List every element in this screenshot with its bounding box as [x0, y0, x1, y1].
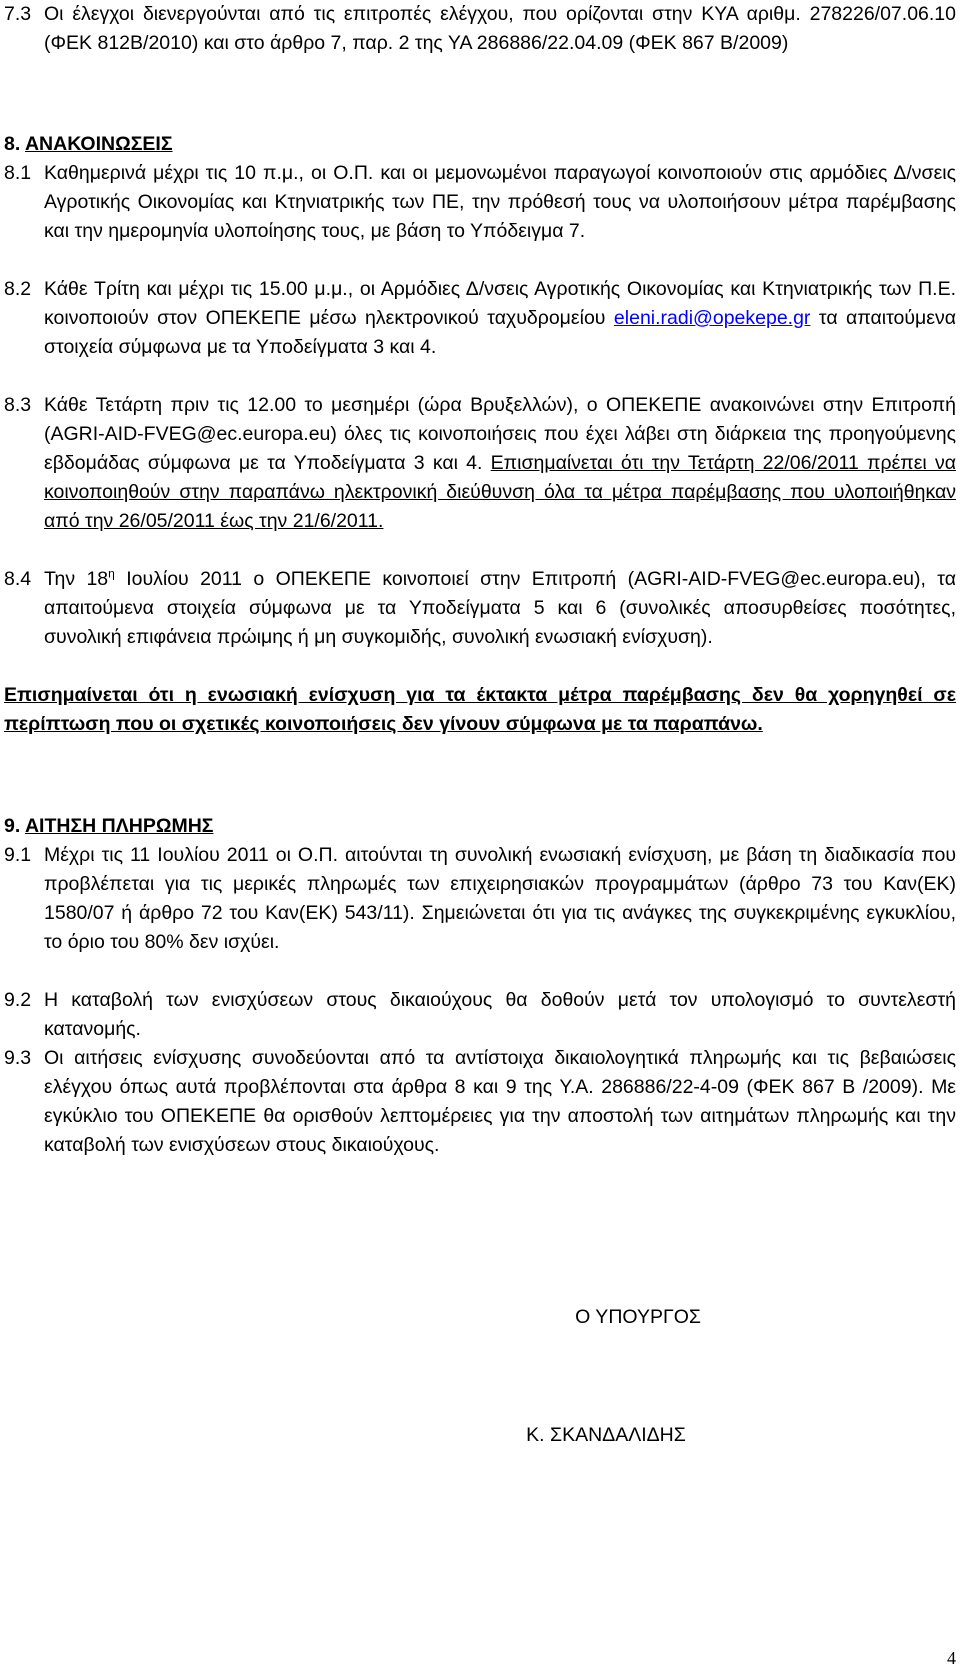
section-9-heading — [4, 812, 214, 841]
paragraph-8-2 — [4, 275, 956, 362]
paragraph-text — [44, 275, 956, 362]
paragraph-text — [44, 565, 956, 652]
paragraph-text: Καθημερινά μέχρι τις 10 π.μ., οι Ο.Π. και οι μεμονωμένοι παραγωγοί κοινοποιούν στις αρμόδιες Δ/νσεις Αγροτικής Οικονομίας και Κτηνιατρικής των ΠΕ, την πρόθεσή τους να υλοποιήσουν μέτρα παρέμβασης και την ημερομηνία υλοποίησης τους, με βάση το Υπόδειγμα 7. — [44, 162, 956, 242]
paragraph-text: Η καταβολή των ενισχύσεων στους δικαιούχους θα δοθούν μετά τον υπολογισμό το συντελεστή κατανομής. — [44, 989, 956, 1040]
item-number: 7.3 — [4, 3, 32, 25]
signature-role: Ο ΥΠΟΥΡΓΟΣ — [575, 1306, 701, 1328]
text-part-a: Την 18 — [44, 568, 109, 590]
item-number: 8.1 — [4, 162, 32, 184]
text-part: Κάθε Τετάρτη πριν τις 12.00 το μεσημέρι (ώρα Βρυξελλών), ο ΟΠΕΚΕΠΕ ανακοινώνει στην Επιτροπή (AGRI-AID-FVEG@ec.europa.eu) όλες τις κοινοποιήσεις που έχει λάβει στη διάρκεια της προηγούμενης εβδομάδας σύμφωνα με τα Υποδείγματα 3 και 4. — [44, 394, 956, 474]
section-title: ΑΙΤΗΣΗ ΠΛΗΡΩΜΗΣ — [24, 815, 214, 837]
text-part-b: Ιουλίου 2011 ο ΟΠΕΚΕΠΕ κοινοποιεί στην Επιτροπή (AGRI-AID-FVEG@ec.europa.eu), τα απαιτούμενα στοιχεία σύμφωνα με τα Υποδείγματα 5 και 6 (συνολικές αποσυρθείσες ποσότητες, συνολική επιφάνεια πρώιμης ή μη συγκομιδής, συνολική ενωσιακή ενίσχυση). — [44, 568, 956, 648]
paragraph-9-3 — [4, 1044, 956, 1160]
paragraph-text: Οι έλεγχοι διενεργούνται από τις επιτροπές ελέγχου, που ορίζονται στην ΚΥΑ αριθμ. 278226/07.06.10 (ΦΕΚ 812Β/2010) και στο άρθρο 7, παρ. 2 της ΥΑ 286886/22.04.09 (ΦΕΚ 867 Β/2009) — [44, 3, 956, 54]
page-number: 4 — [947, 1648, 956, 1668]
item-number: 9.3 — [4, 1047, 32, 1069]
section-title: ΑΝΑΚΟΙΝΩΣΕΙΣ — [24, 133, 173, 155]
signature-name: Κ. ΣΚΑΝΔΑΛΙΔΗΣ — [526, 1424, 686, 1446]
item-number: 8.2 — [4, 278, 32, 300]
text-part-b: τα απαιτούμενα στοιχεία σύμφωνα με τα Υποδείγματα 3 και 4. — [44, 307, 956, 358]
paragraph-8-3 — [4, 391, 956, 536]
item-number: 8.3 — [4, 394, 32, 416]
item-number: 9.2 — [4, 989, 32, 1011]
paragraph-8-4 — [4, 565, 956, 652]
paragraph-9-2 — [4, 986, 956, 1044]
paragraph-7-3 — [4, 0, 956, 58]
item-number: 9.1 — [4, 844, 32, 866]
text-part-a: Κάθε Τρίτη και μέχρι τις 15.00 μ.μ., οι Αρμόδιες Δ/νσεις Αγροτικής Οικονομίας και Κτηνιατρικής των Π.Ε. κοινοποιούν στον ΟΠΕΚΕΠΕ μέσω ηλεκτρονικού ταχυδρομείου — [44, 278, 956, 329]
paragraph-text: Οι αιτήσεις ενίσχυσης συνοδεύονται από τα αντίστοιχα δικαιολογητικά πληρωμής και τις βεβαιώσεις ελέγχου όπως αυτά προβλέπονται στα άρθρα 8 και 9 της Υ.Α. 286886/22-4-09 (ΦΕΚ 867 Β /2009). Με εγκύκλιο του ΟΠΕΚΕΠΕ θα ορισθούν λεπτομέρειες για την αποστολή των αιτημάτων πληρωμής και την καταβολή των ενισχύσεων στους δικαιούχους. — [44, 1047, 956, 1156]
paragraph-text — [44, 391, 956, 536]
item-number: 8.4 — [4, 568, 32, 590]
underlined-remark: Επισημαίνεται ότι την Τετάρτη 22/06/2011 πρέπει να κοινοποιηθούν στην παραπάνω ηλεκτρονική διεύθυνση όλα τα μέτρα παρέμβασης που υλοποιήθηκαν από την 26/05/2011 έως την 21/6/2011. — [44, 452, 956, 532]
superscript: η — [108, 566, 115, 581]
section-number: 8. — [4, 133, 21, 155]
paragraph-text: Μέχρι τις 11 Ιουλίου 2011 οι Ο.Π. αιτούνται τη συνολική ενωσιακή ενίσχυση, με βάση τη διαδικασία που προβλέπεται για τις μερικές πληρωμές των επιχειρησιακών προγραμμάτων (άρθρο 73 του Καν(ΕΚ) 1580/07 ή άρθρο 72 του Καν(ΕΚ) 543/11). Σημειώνεται ότι για τις ανάγκες της συγκεκριμένης εγκυκλίου, το όριο του 80% δεν ισχύει. — [44, 844, 956, 953]
section-8-heading — [4, 130, 173, 159]
paragraph-8-1 — [4, 159, 956, 246]
section-number: 9. — [4, 815, 21, 837]
email-link[interactable]: eleni.radi@opekepe.gr — [613, 307, 811, 329]
important-notice: Επισημαίνεται ότι η ενωσιακή ενίσχυση για τα έκτακτα μέτρα παρέμβασης δεν θα χορηγηθεί σε περίπτωση που οι σχετικές κοινοποιήσεις δεν γίνουν σύμφωνα με τα παραπάνω. — [4, 684, 956, 735]
paragraph-9-1 — [4, 841, 956, 957]
